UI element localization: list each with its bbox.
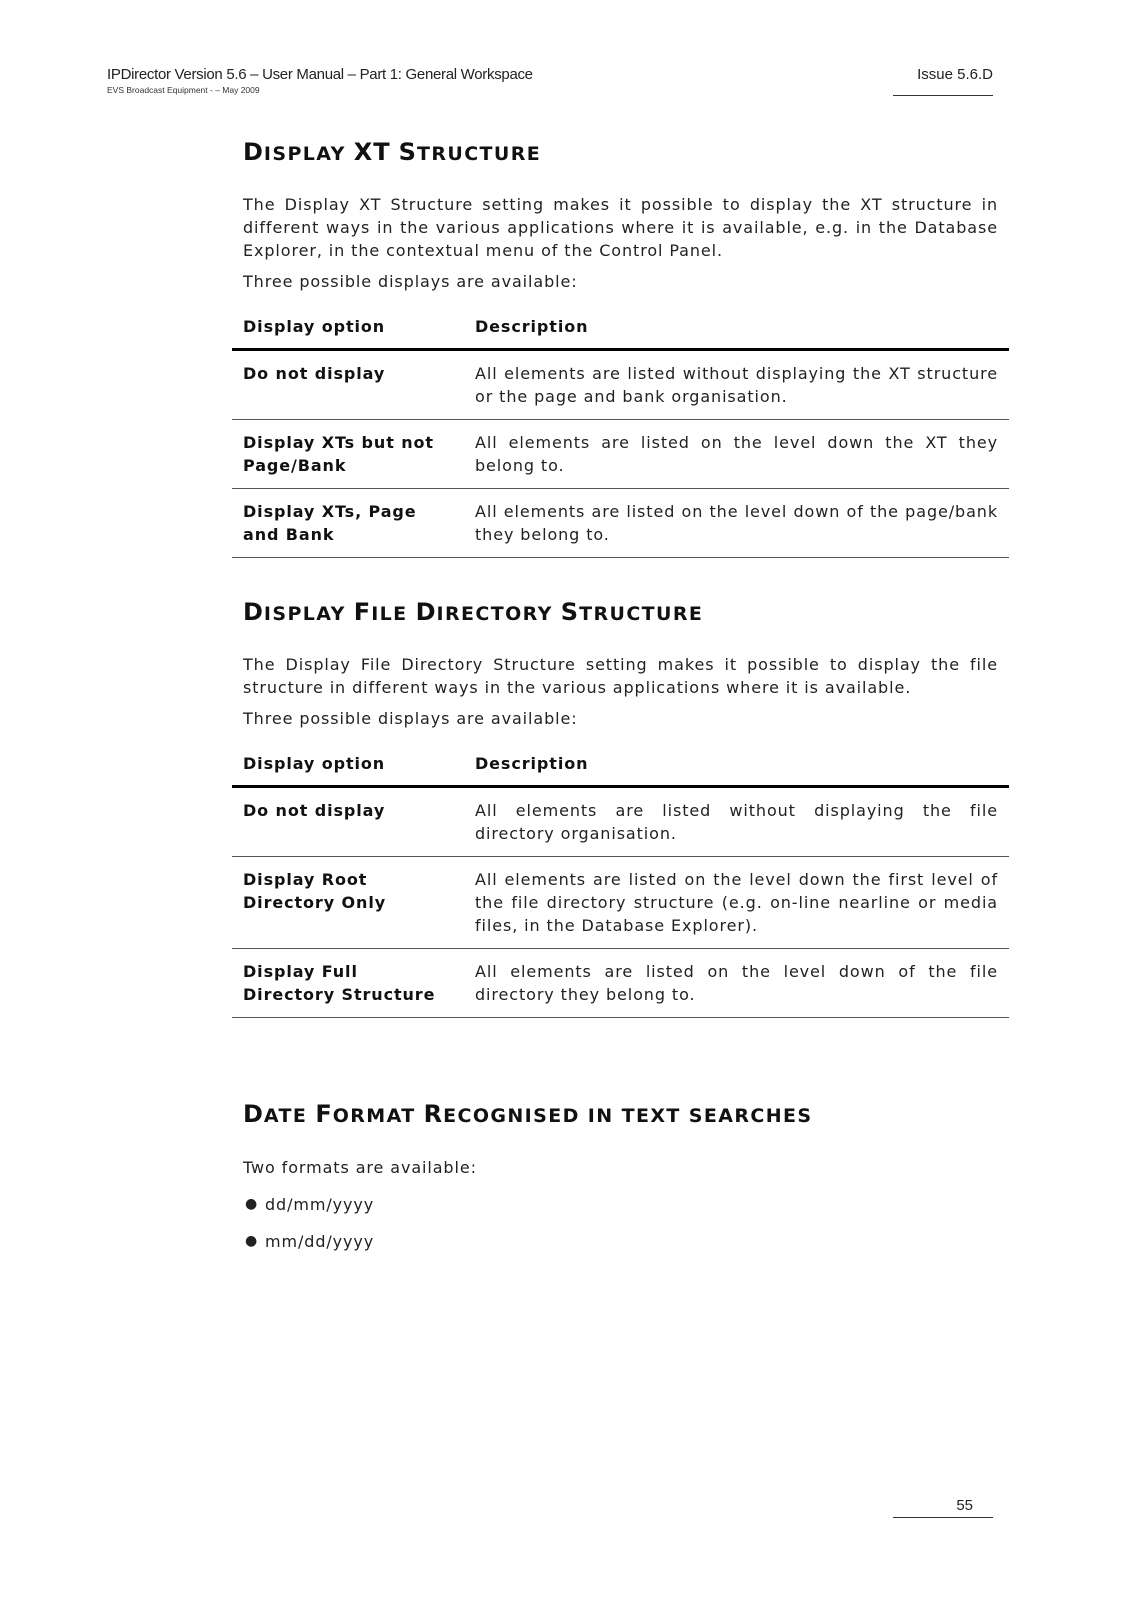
table-row <box>232 949 1009 1018</box>
file-lead-paragraph: Three possible displays are available: <box>243 709 578 728</box>
option-cell: Display XTs but not Page/Bank <box>232 420 464 489</box>
page-number: 55 <box>893 1497 993 1518</box>
table-row <box>232 857 1009 949</box>
bullet-icon: ● <box>245 1233 259 1249</box>
xt-options-table <box>232 315 1009 558</box>
file-intro-paragraph: The Display File Directory Structure setting makes it possible to display the file structure in different ways in the various applications where it is available. <box>243 655 998 697</box>
document-subtitle: EVS Broadcast Equipment - – May 2009 <box>107 85 260 95</box>
table-header-row <box>232 315 1009 350</box>
description-cell: All elements are listed on the level down the first level of the file directory structure (e.g. on-line nearline or media files, in the Database Explorer). <box>464 857 1009 949</box>
section-heading-xt-structure: DISPLAY XT STRUCTURE <box>243 138 542 166</box>
xt-intro-paragraph: The Display XT Structure setting makes it possible to display the XT structure in different ways in the various applications where it is available, e.g. in the Database Explorer, in the contextual menu of the Control Panel. <box>243 195 998 260</box>
option-cell: Do not display <box>232 787 464 857</box>
description-cell: All elements are listed without displaying the XT structure or the page and bank organisation. <box>464 350 1009 420</box>
document-title: IPDirector Version 5.6 – User Manual – Part 1: General Workspace <box>107 66 533 83</box>
date-format-list <box>243 1193 374 1267</box>
column-header-option: Display option <box>232 752 464 787</box>
date-intro-paragraph: Two formats are available: <box>243 1158 477 1177</box>
section-heading-file-directory-structure: DISPLAY FILE DIRECTORY STRUCTURE <box>243 598 704 626</box>
option-cell: Display XTs, Page and Bank <box>232 489 464 558</box>
file-options-table <box>232 752 1009 1018</box>
description-cell: All elements are listed on the level down of the page/bank they belong to. <box>464 489 1009 558</box>
bullet-icon: ● <box>245 1196 259 1212</box>
table-header-row <box>232 752 1009 787</box>
column-header-description: Description <box>464 315 1009 350</box>
xt-lead-paragraph: Three possible displays are available: <box>243 272 578 291</box>
list-item: ● mm/dd/yyyy <box>245 1232 375 1251</box>
column-header-description: Description <box>464 752 1009 787</box>
description-cell: All elements are listed on the level down of the file directory they belong to. <box>464 949 1009 1018</box>
table-row <box>232 787 1009 857</box>
table-row <box>232 489 1009 558</box>
section-heading-date-format: DATE FORMAT RECOGNISED IN TEXT SEARCHES <box>243 1100 813 1128</box>
description-cell: All elements are listed on the level down the XT they belong to. <box>464 420 1009 489</box>
issue-label: Issue 5.6.D <box>893 66 993 96</box>
table-row <box>232 420 1009 489</box>
option-cell: Display Full Directory Structure <box>232 949 464 1018</box>
list-item: ● dd/mm/yyyy <box>245 1195 375 1214</box>
column-header-option: Display option <box>232 315 464 350</box>
option-cell: Display Root Directory Only <box>232 857 464 949</box>
option-cell: Do not display <box>232 350 464 420</box>
table-row <box>232 350 1009 420</box>
description-cell: All elements are listed without displaying the file directory organisation. <box>464 787 1009 857</box>
page-header <box>107 66 533 95</box>
